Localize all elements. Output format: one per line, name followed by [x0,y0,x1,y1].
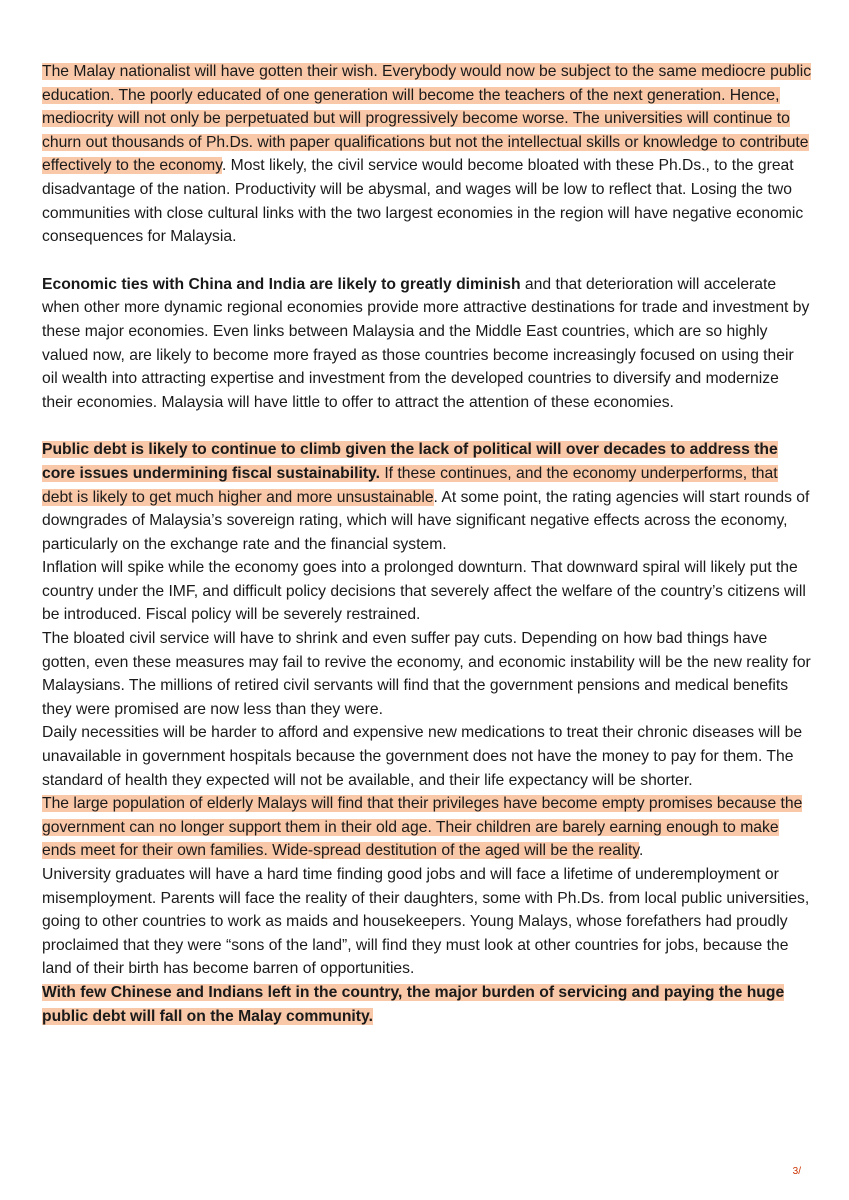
paragraph-text: and that deterioration will accelerate when other more dynamic regional economies provide more attractive destinations for trade and investment by these major economies. Even links between Malaysia and the Middle East countries, which are so highly valued now, are likely to become more frayed as those countries become increasingly focused on using their oil wealth into attracting expertise and investment from the developed countries to diversify and modernize their economies. Malaysia will have little to offer to attract the attention of these economies. [42,275,810,411]
paragraph-inflation: Inflation will spike while the economy goes into a prolonged downturn. That downward spiral will likely put the country under the IMF, and difficult policy decisions that severely affect the welfare of the country’s citizens will be introduced. Fiscal policy will be severely restrained. [42,559,806,624]
highlighted-text: If these continues, and the economy underperforms, that debt is likely to get much higher and more unsustainable [42,464,778,506]
paragraph-text: . [639,842,644,860]
paragraph-debt-burden [42,981,812,1028]
bold-highlighted-lead: Public debt is likely to continue to climb given the lack of political will over decades to address the core issues undermining fiscal sustainability. [42,441,778,482]
page-number: 3/ [792,1166,801,1177]
bold-highlighted-text: With few Chinese and Indians left in the country, the major burden of servicing and paying the huge public debt will fall on the Malay community. [42,983,785,1025]
paragraph-education [42,60,812,249]
paragraph-daily-necessities: Daily necessities will be harder to afford and expensive new medications to treat their chronic diseases will be unavailable in government hospitals because the government does not have the money to pay for them. The standard of health they expected will not be available, and their life expectancy will be shorter. [42,724,803,789]
document-body [42,60,812,1028]
paragraph-text: . Most likely, the civil service would become bloated with these Ph.Ds., to the great disadvantage of the nation. Productivity will be abysmal, and wages will be low to reflect that. Losing the two communities with close cultural links with the two largest economies in the region will have negative economic consequences for Malaysia. [42,157,804,246]
paragraph-civil-service: The bloated civil service will have to shrink and even suffer pay cuts. Depending on how bad things have gotten, even these measures may fail to revive the economy, and economic instability will be the new reality for Malaysians. The millions of retired civil servants will find that the government pensions and medical benefits they were promised are now less than they were. [42,630,811,718]
paragraph-elderly [42,792,812,863]
bold-lead: Economic ties with China and India are likely to greatly diminish [42,275,521,293]
paragraph-graduates: University graduates will have a hard time finding good jobs and will face a lifetime of underemployment or misemployment. Parents will face the reality of their daughters, some with Ph.Ds. from local public universities, going to other countries to work as maids and housekeepers. Young Malays, whose forefathers had proudly proclaimed that they were “sons of the land”, will find they must look at other countries for jobs, because the land of their birth has become barren of opportunities. [42,866,810,978]
paragraph-economic-ties [42,273,812,415]
highlighted-text: The Malay nationalist will have gotten their wish. Everybody would now be subject to the same mediocre public education. The poorly educated of one generation will become the teachers of the next generation. Hence, mediocrity will not only be perpetuated but will progressively become worse. The universities will continue to churn out thousands of Ph.Ds. with paper qualifications but not the intellectual skills or knowledge to contribute effectively to the economy [42,63,812,175]
paragraph-text: . At some point, the rating agencies will start rounds of downgrades of Malaysia’s sovereign rating, which will have significant negative effects across the economy, particularly on the exchange rate and the financial system. [42,488,810,553]
highlighted-text: The large population of elderly Malays will find that their privileges have become empty promises because the government can no longer support them in their old age. Their children are barely earning enough to make ends meet for their own families. Wide-spread destitution of the aged will be the reality [42,795,803,860]
paragraph-public-debt [42,438,812,556]
